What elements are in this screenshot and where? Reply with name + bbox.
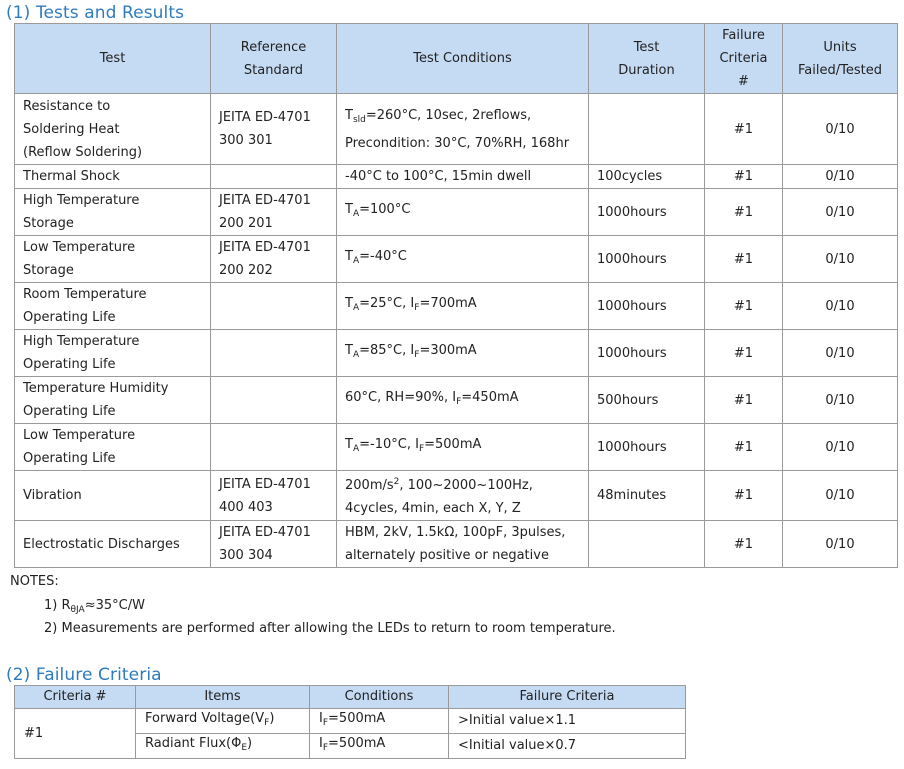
table-row [15, 377, 898, 424]
header-row [15, 24, 898, 94]
reference-standard [211, 377, 337, 424]
test-conditions: HBM, 2kV, 1.5kΩ, 100pF, 3pulses, alternately positive or negative [337, 521, 589, 568]
failure-criteria: #1 [705, 377, 783, 424]
header-items: Items [136, 686, 310, 709]
units-failed-tested: 0/10 [783, 521, 898, 568]
table-row [15, 521, 898, 568]
failure-criteria: #1 [705, 283, 783, 330]
test-duration: 48minutes [589, 471, 705, 521]
test-conditions: $200m/s^2$, 100~2000~100Hz, 4cycles, 4min, each X, Y, Z [337, 471, 589, 521]
test-duration: 1000hours [589, 236, 705, 283]
test-conditions: $T_A=-10^\circ C$, $I_F=500mA$ [337, 424, 589, 471]
header-test: Test [15, 24, 211, 94]
test-duration: 1000hours [589, 330, 705, 377]
units-failed-tested: 0/10 [783, 189, 898, 236]
failure-criteria: #1 [705, 236, 783, 283]
reference-standard: JEITA ED-4701 200 201 [211, 189, 337, 236]
table-row [15, 709, 686, 734]
test-conditions: $T_{sld}=260^\circ C$, 10sec, 2reflows, Precondition: 30°C, 70%RH, 168hr [337, 94, 589, 165]
test-duration: 1000hours [589, 283, 705, 330]
section-title-tests-results: (1) Tests and Results [6, 3, 185, 23]
units-failed-tested: 0/10 [783, 424, 898, 471]
units-failed-tested: 0/10 [783, 94, 898, 165]
note-2: 2) Measurements are performed after allowing the LEDs to return to room temperature. [44, 621, 616, 636]
table-row [15, 471, 898, 521]
table-row [15, 165, 898, 189]
test-name: High Temperature Storage [15, 189, 211, 236]
reference-standard [211, 424, 337, 471]
failure-criteria: #1 [705, 189, 783, 236]
test-conditions: $T_A=25^\circ C$, $I_F=700mA$ [337, 283, 589, 330]
reference-standard [211, 283, 337, 330]
test-name: Thermal Shock [15, 165, 211, 189]
test-conditions: $T_A=100^\circ C$ [337, 189, 589, 236]
header-reference-standard: Reference Standard [211, 24, 337, 94]
test-duration [589, 94, 705, 165]
test-name: Low Temperature Storage [15, 236, 211, 283]
table-row [15, 283, 898, 330]
test-name: Room Temperature Operating Life [15, 283, 211, 330]
test-conditions: $T_A=85^\circ C$, $I_F=300mA$ [337, 330, 589, 377]
test-conditions: -40°C to 100°C, 15min dwell [337, 165, 589, 189]
failure-criteria: #1 [705, 521, 783, 568]
test-duration: 500hours [589, 377, 705, 424]
failure-value: <Initial value×0.7 [449, 734, 686, 759]
failure-criteria: #1 [705, 330, 783, 377]
test-duration: 1000hours [589, 424, 705, 471]
condition: $I_F=500mA$ [310, 734, 449, 759]
units-failed-tested: 0/10 [783, 471, 898, 521]
test-name: Resistance to Soldering Heat (Reflow Soldering) [15, 94, 211, 165]
header-failure-criteria: Failure Criteria [449, 686, 686, 709]
test-name: Low Temperature Operating Life [15, 424, 211, 471]
test-name: Temperature Humidity Operating Life [15, 377, 211, 424]
test-duration: 100cycles [589, 165, 705, 189]
units-failed-tested: 0/10 [783, 330, 898, 377]
notes-heading: NOTES: [10, 574, 59, 589]
test-name: Vibration [15, 471, 211, 521]
condition: $I_F=500mA$ [310, 709, 449, 734]
test-conditions: 60°C, RH=90%, $I_F=450mA$ [337, 377, 589, 424]
header-test-conditions: Test Conditions [337, 24, 589, 94]
header-test-duration: Test Duration [589, 24, 705, 94]
item: Forward $Voltage(V_F)$ [136, 709, 310, 734]
header-conditions: Conditions [310, 686, 449, 709]
item: Radiant $Flux(\Phi_E)$ [136, 734, 310, 759]
table-row [15, 94, 898, 165]
reference-standard: JEITA ED-4701 300 304 [211, 521, 337, 568]
note-1: 1) $R_{\theta JA}\approx 35^\circ C/W$ [44, 598, 145, 615]
table-row [15, 236, 898, 283]
table-row [15, 189, 898, 236]
failure-criteria: #1 [705, 424, 783, 471]
test-name: Electrostatic Discharges [15, 521, 211, 568]
failure-criteria: #1 [705, 94, 783, 165]
section-title-failure-criteria: (2) Failure Criteria [6, 665, 162, 685]
header-row [15, 686, 686, 709]
units-failed-tested: 0/10 [783, 236, 898, 283]
criteria-number: #1 [15, 709, 136, 759]
test-name: High Temperature Operating Life [15, 330, 211, 377]
table-row [15, 330, 898, 377]
test-duration [589, 521, 705, 568]
test-duration: 1000hours [589, 189, 705, 236]
reference-standard: JEITA ED-4701 300 301 [211, 94, 337, 165]
failure-criteria: #1 [705, 165, 783, 189]
units-failed-tested: 0/10 [783, 283, 898, 330]
units-failed-tested: 0/10 [783, 377, 898, 424]
failure-criteria-table [14, 685, 686, 759]
header-failure-criteria: Failure Criteria # [705, 24, 783, 94]
reference-standard: JEITA ED-4701 400 403 [211, 471, 337, 521]
reference-standard: JEITA ED-4701 200 202 [211, 236, 337, 283]
test-conditions: $T_A=-40^\circ C$ [337, 236, 589, 283]
failure-value: >Initial value×1.1 [449, 709, 686, 734]
table-row [15, 424, 898, 471]
reference-standard [211, 330, 337, 377]
tests-results-table [14, 23, 898, 568]
failure-criteria: #1 [705, 471, 783, 521]
units-failed-tested: 0/10 [783, 165, 898, 189]
reference-standard [211, 165, 337, 189]
header-units: Units Failed/Tested [783, 24, 898, 94]
header-criteria-number: Criteria # [15, 686, 136, 709]
